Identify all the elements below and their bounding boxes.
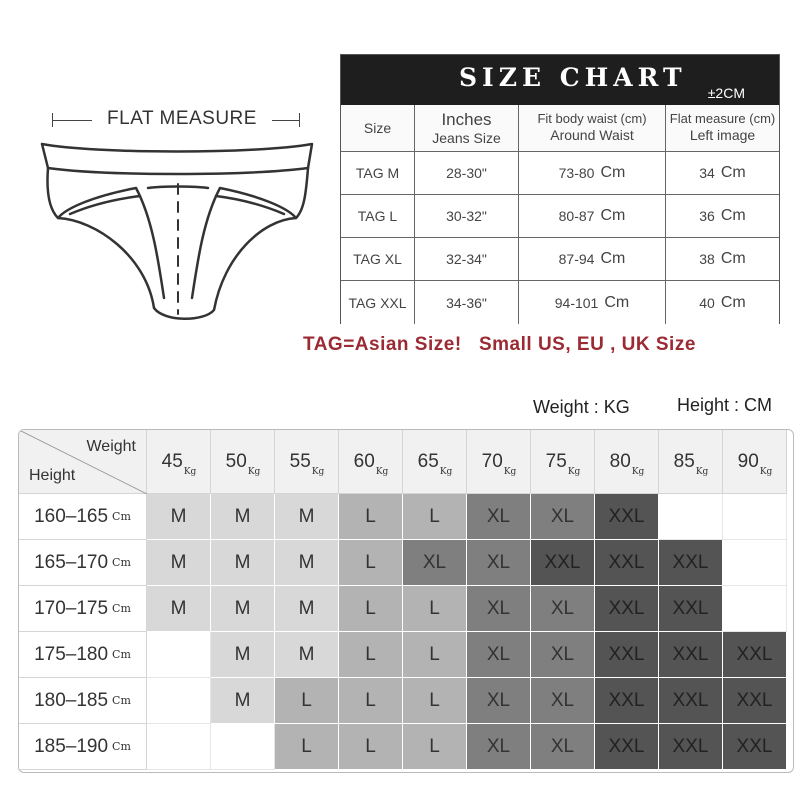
column-header-waist: Fit body waist (cm) Around Waist <box>519 105 666 152</box>
size-cell: XL <box>531 494 595 540</box>
size-cell: L <box>339 724 403 770</box>
corner-height-label: Height <box>29 467 76 484</box>
briefs-illustration <box>36 138 318 332</box>
weight-column-header: 85 Kg <box>659 430 723 494</box>
size-cell: XXL <box>659 586 723 632</box>
column-header-flat: Flat measure (cm) Left image <box>666 105 779 152</box>
height-row-label: 185–190 Cm <box>19 724 147 770</box>
table-cell-tag: TAG XXL <box>341 281 415 324</box>
size-cell: XL <box>467 494 531 540</box>
corner-weight-label: Weight <box>86 438 136 455</box>
weight-column-header: 70 Kg <box>467 430 531 494</box>
size-cell: L <box>339 632 403 678</box>
size-cell: XL <box>531 586 595 632</box>
size-cell: XXL <box>595 540 659 586</box>
size-cell: L <box>403 678 467 724</box>
size-cell: XL <box>467 678 531 724</box>
height-unit-label: Height : CM <box>677 395 773 415</box>
table-cell-waist: 94-101 Cm <box>519 281 666 324</box>
height-row-label: 165–170 Cm <box>19 540 147 586</box>
table-cell-waist: 80-87 Cm <box>519 195 666 238</box>
size-cell: L <box>339 678 403 724</box>
tolerance-label: ±2CM <box>707 85 745 101</box>
size-cell: XXL <box>723 632 787 678</box>
flat-measure-label: FLAT MEASURE <box>92 108 272 130</box>
table-cell-tag: TAG XL <box>341 238 415 281</box>
table-corner-header <box>19 430 147 494</box>
size-cell <box>211 724 275 770</box>
height-row-label: 170–175 Cm <box>19 586 147 632</box>
size-cell: M <box>275 586 339 632</box>
size-cell: L <box>339 494 403 540</box>
height-row-label: 175–180 Cm <box>19 632 147 678</box>
size-cell: XXL <box>659 540 723 586</box>
size-cell: XXL <box>659 678 723 724</box>
size-cell: M <box>211 540 275 586</box>
size-cell: L <box>403 494 467 540</box>
size-cell: L <box>403 632 467 678</box>
flat-measure-indicator <box>52 108 300 132</box>
table-cell-waist: 73-80 Cm <box>519 152 666 195</box>
size-cell: L <box>403 724 467 770</box>
size-cell: XXL <box>595 586 659 632</box>
size-cell: XL <box>467 586 531 632</box>
size-cell: M <box>275 632 339 678</box>
weight-column-header: 65 Kg <box>403 430 467 494</box>
table-cell-tag: TAG L <box>341 195 415 238</box>
table-cell-flat: 38 Cm <box>666 238 779 281</box>
size-cell: XL <box>403 540 467 586</box>
size-cell: M <box>211 678 275 724</box>
size-cell: XL <box>531 678 595 724</box>
size-cell: XXL <box>595 724 659 770</box>
table-cell-inches: 34-36" <box>415 281 519 324</box>
table-cell-flat: 34 Cm <box>666 152 779 195</box>
size-cell: XL <box>531 724 595 770</box>
size-cell: L <box>339 540 403 586</box>
size-cell: L <box>403 586 467 632</box>
weight-column-header: 45 Kg <box>147 430 211 494</box>
size-cell <box>147 632 211 678</box>
table-cell-flat: 36 Cm <box>666 195 779 238</box>
weight-height-size-table <box>18 429 794 773</box>
size-cell <box>659 494 723 540</box>
weight-column-header: 55 Kg <box>275 430 339 494</box>
weight-column-header: 80 Kg <box>595 430 659 494</box>
size-cell: XL <box>467 632 531 678</box>
table-cell-flat: 40 Cm <box>666 281 779 324</box>
size-cell: XXL <box>595 678 659 724</box>
table-cell-tag: TAG M <box>341 152 415 195</box>
column-header-inches: Inches Jeans Size <box>415 105 519 152</box>
size-cell: L <box>275 678 339 724</box>
size-chart-title: SIZE CHART <box>459 63 687 92</box>
asian-size-note: TAG=Asian Size! Small US, EU , UK Size <box>303 334 696 355</box>
size-chart-table <box>340 54 780 324</box>
size-chart-header <box>341 55 779 105</box>
table-cell-inches: 28-30" <box>415 152 519 195</box>
weight-column-header: 90 Kg <box>723 430 787 494</box>
height-row-label: 160–165 Cm <box>19 494 147 540</box>
size-cell: XL <box>467 540 531 586</box>
size-cell: XL <box>467 724 531 770</box>
size-cell: XXL <box>595 632 659 678</box>
size-cell: M <box>147 494 211 540</box>
table-cell-waist: 87-94 Cm <box>519 238 666 281</box>
size-cell: M <box>211 586 275 632</box>
size-cell: XL <box>531 632 595 678</box>
size-cell: L <box>275 724 339 770</box>
table-cell-inches: 30-32" <box>415 195 519 238</box>
size-cell: M <box>147 540 211 586</box>
size-cell: M <box>275 540 339 586</box>
size-cell: XXL <box>659 724 723 770</box>
size-cell <box>723 494 787 540</box>
weight-column-header: 60 Kg <box>339 430 403 494</box>
size-cell: M <box>211 632 275 678</box>
size-cell: XXL <box>531 540 595 586</box>
size-cell: XXL <box>723 678 787 724</box>
size-cell <box>723 540 787 586</box>
size-cell: XXL <box>595 494 659 540</box>
table-cell-inches: 32-34" <box>415 238 519 281</box>
size-cell <box>147 678 211 724</box>
size-chart-grid <box>341 105 779 324</box>
column-header-size: Size <box>341 105 415 152</box>
size-cell <box>147 724 211 770</box>
weight-column-header: 50 Kg <box>211 430 275 494</box>
size-cell: M <box>147 586 211 632</box>
size-cell: XXL <box>723 724 787 770</box>
measure-tick-right <box>299 113 300 127</box>
size-cell: M <box>211 494 275 540</box>
weight-column-header: 75 Kg <box>531 430 595 494</box>
size-cell: L <box>339 586 403 632</box>
size-cell: M <box>275 494 339 540</box>
height-row-label: 180–185 Cm <box>19 678 147 724</box>
size-cell <box>723 586 787 632</box>
size-cell: XXL <box>659 632 723 678</box>
weight-unit-label: Weight : KG <box>533 397 630 417</box>
